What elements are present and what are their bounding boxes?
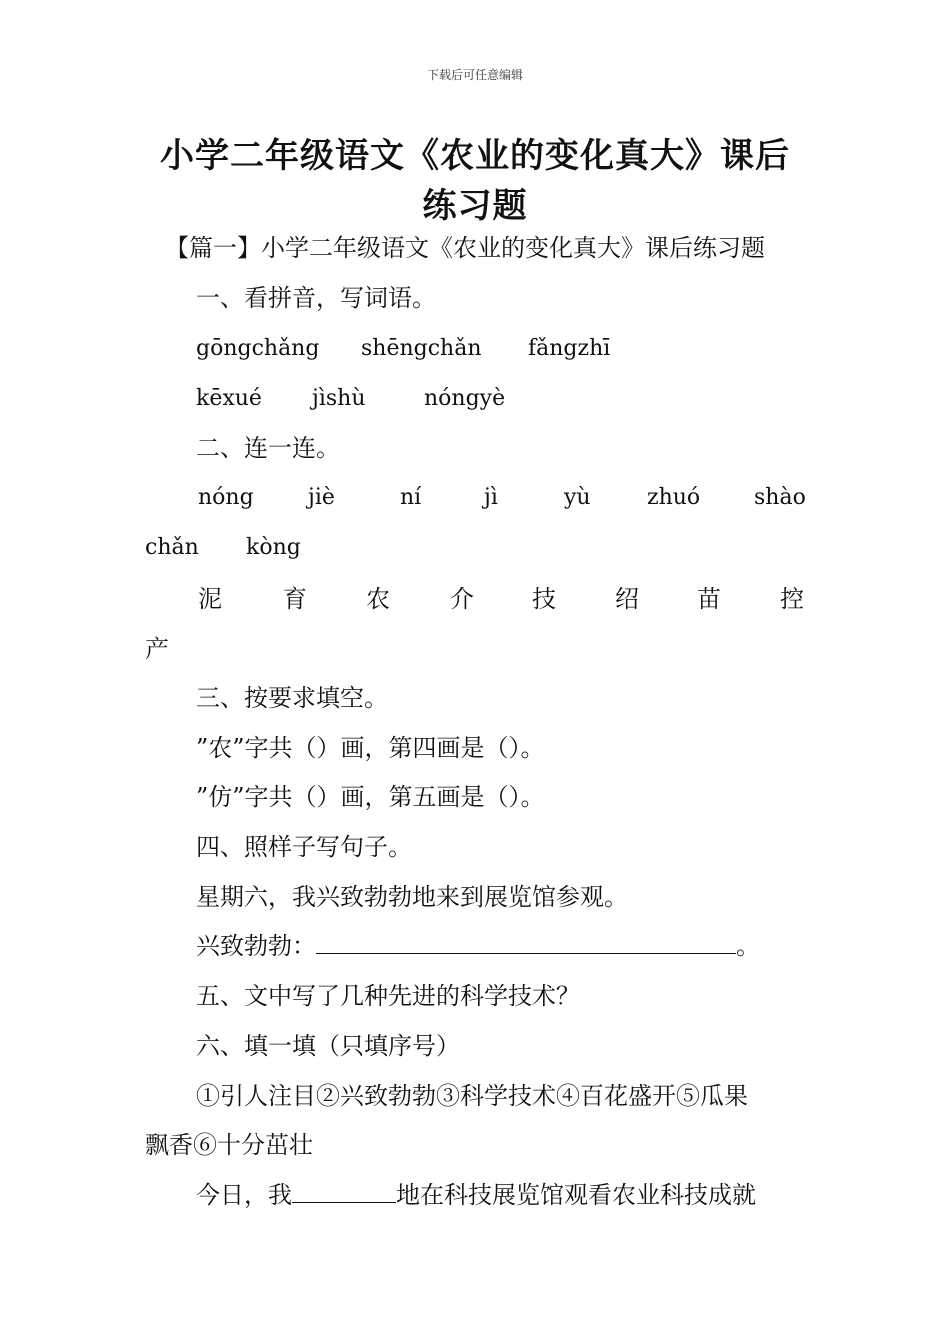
character: 技 (532, 585, 556, 613)
answer-blank[interactable] (316, 931, 736, 954)
section4-heading: 四、照样子写句子。 (196, 833, 412, 861)
pinyin-word: fǎngzhī (528, 336, 611, 361)
character: 绍 (615, 585, 639, 613)
section4-answer-line (196, 931, 760, 961)
pinyin-syllable: nóng (198, 485, 254, 510)
character: 泥 (198, 585, 222, 613)
section5-heading: 五、文中写了几种先进的科学技术？ (196, 982, 580, 1010)
pinyin-syllable: jiè (308, 485, 335, 510)
section4-example: 星期六，我兴致勃勃地来到展览馆参观。 (196, 883, 628, 911)
section4-period: 。 (736, 932, 760, 960)
pinyin-word: nóngyè (424, 386, 506, 411)
page-title-line2: 练习题 (422, 186, 528, 226)
pinyin-word: jìshù (312, 386, 366, 411)
character: 苗 (697, 585, 721, 613)
section6-heading: 六、填一填（只填序号） (196, 1032, 460, 1060)
character: 控 (780, 585, 804, 613)
section1-heading: 一、看拼音，写词语。 (196, 284, 436, 312)
section4-prompt: 兴致勃勃： (196, 932, 316, 960)
section3-heading: 三、按要求填空。 (196, 684, 388, 712)
pinyin-word: shēngchǎn (361, 336, 482, 361)
section6-options-line2: 飘香⑥十分茁壮 (145, 1131, 313, 1159)
character: 介 (450, 585, 474, 613)
subheading: 【篇一】小学二年级语文《农业的变化真大》课后练习题 (165, 234, 765, 262)
pinyin-syllable: shào (754, 485, 806, 510)
character: 农 (366, 585, 390, 613)
section6-options-line1: ①引人注目②兴致勃勃③科学技术④百花盛开⑤瓜果 (196, 1082, 748, 1110)
character: 育 (283, 585, 307, 613)
section3-item2: ”仿”字共（）画，第五画是（）。 (196, 783, 545, 811)
pinyin-word: gōngchǎng (196, 336, 320, 361)
section3-item1: ”农”字共（）画，第四画是（）。 (196, 734, 545, 762)
pinyin-syllable: zhuó (647, 485, 701, 510)
section6-sentence-end: 地在科技展览馆观看农业科技成就 (396, 1181, 756, 1209)
pinyin-syllable: kòng (246, 535, 301, 560)
character: 产 (145, 635, 169, 663)
pinyin-syllable: jì (484, 485, 498, 510)
pinyin-syllable: yù (564, 485, 591, 510)
header-note: 下载后可任意编辑 (426, 68, 523, 82)
pinyin-syllable: chǎn (145, 535, 199, 560)
section2-heading: 二、连一连。 (196, 434, 340, 462)
page-title-line1: 小学二年级语文《农业的变化真大》课后 (160, 136, 790, 176)
section6-sentence-start: 今日，我 (196, 1181, 292, 1209)
pinyin-syllable: ní (400, 485, 422, 510)
pinyin-word: kēxué (196, 386, 262, 411)
fill-blank[interactable] (292, 1180, 396, 1203)
section6-sentence (196, 1180, 756, 1210)
